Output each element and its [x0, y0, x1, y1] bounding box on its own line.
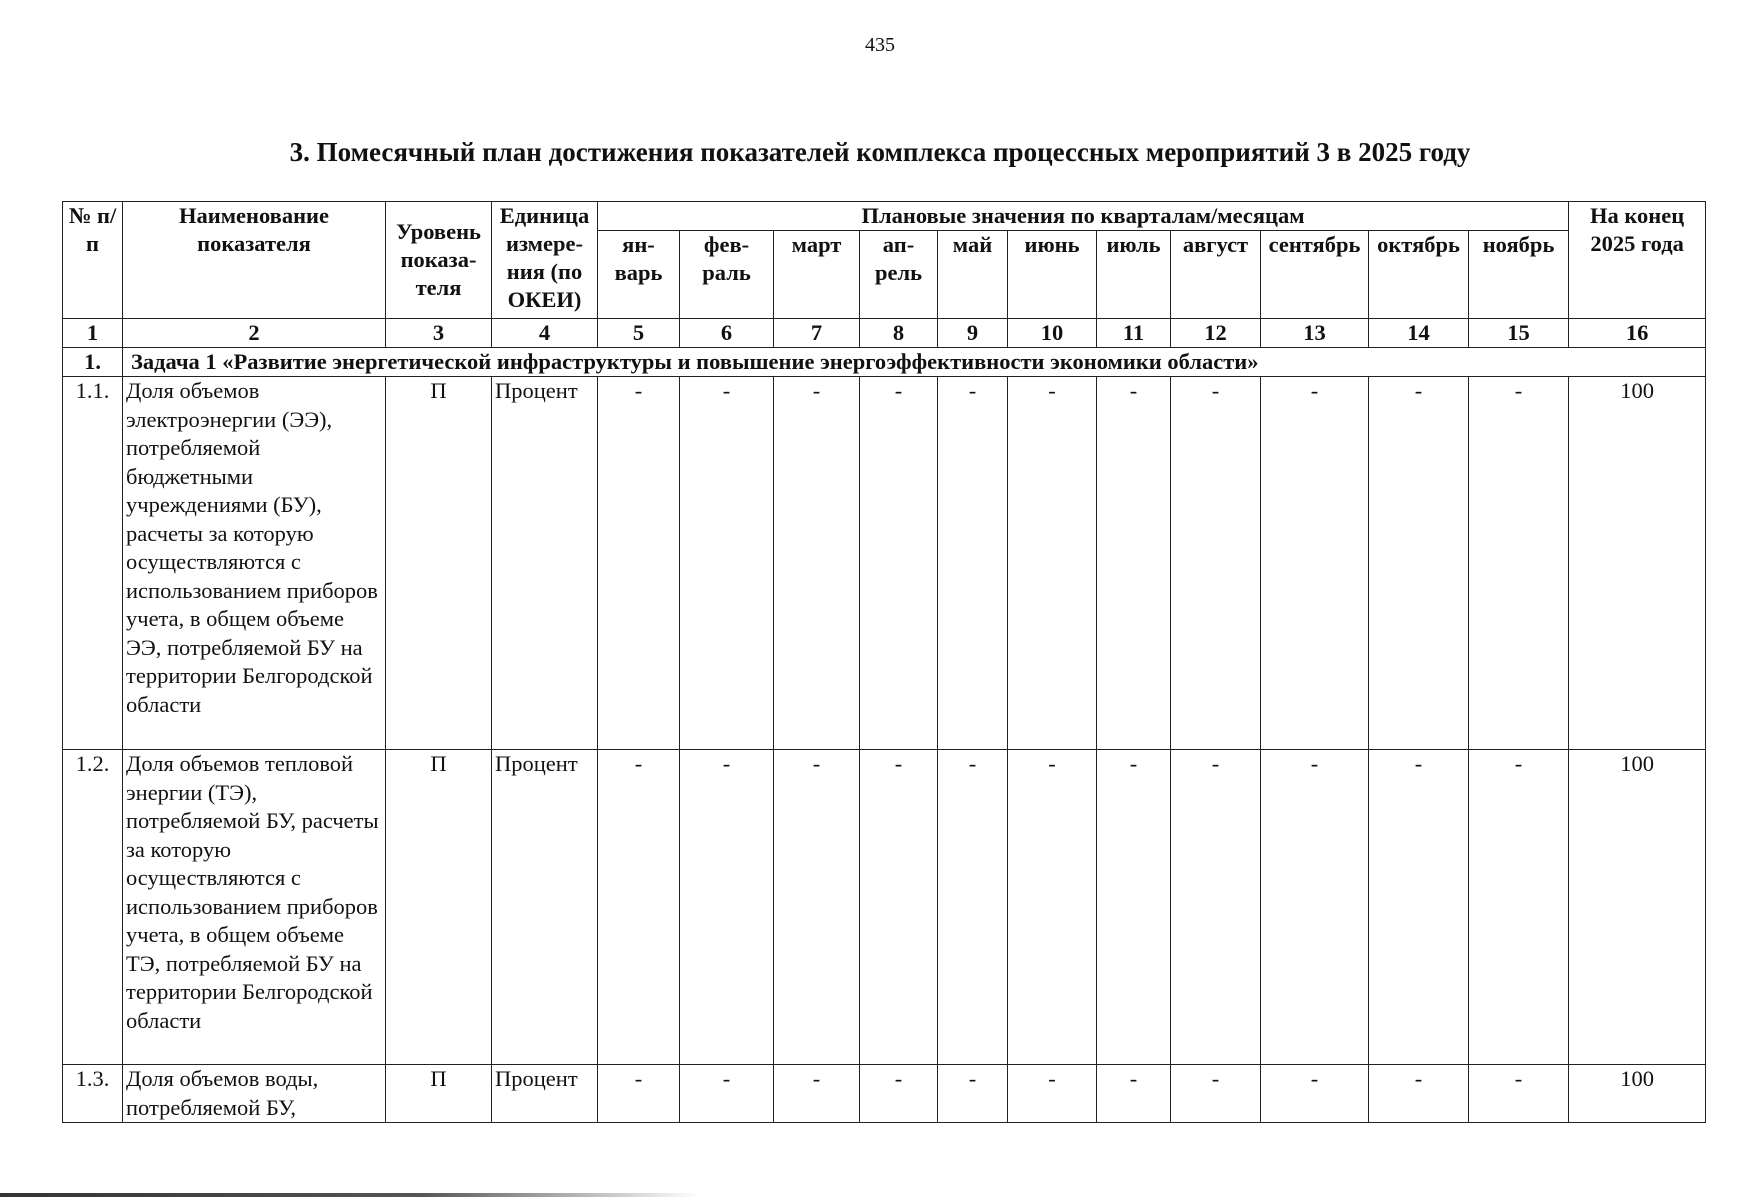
header-month: ноябрь [1469, 231, 1569, 319]
header-month: июнь [1008, 231, 1097, 319]
column-number: 10 [1008, 319, 1097, 348]
month-value: - [1369, 377, 1469, 750]
month-value: - [938, 377, 1008, 750]
month-value: - [1469, 377, 1569, 750]
month-value: - [1097, 1065, 1171, 1123]
header-unit: Единица измере-ния (по ОКЕИ) [492, 202, 598, 319]
column-number: 4 [492, 319, 598, 348]
indicator-unit: Процент [492, 750, 598, 1065]
header-month: август [1171, 231, 1261, 319]
month-value: - [598, 377, 680, 750]
month-value: - [680, 750, 774, 1065]
row-number: 1.3. [63, 1065, 123, 1123]
column-number: 8 [860, 319, 938, 348]
month-value: - [860, 377, 938, 750]
month-value: - [860, 1065, 938, 1123]
month-value: - [1008, 750, 1097, 1065]
month-value: - [1097, 377, 1171, 750]
month-value: - [774, 750, 860, 1065]
column-number: 3 [386, 319, 492, 348]
column-number: 13 [1261, 319, 1369, 348]
header-num: № п/п [63, 202, 123, 319]
year-end-value: 100 [1569, 1065, 1706, 1123]
year-end-value: 100 [1569, 377, 1706, 750]
column-number: 1 [63, 319, 123, 348]
indicator-level: П [386, 750, 492, 1065]
table-row [63, 750, 1706, 1065]
row-number: 1.1. [63, 377, 123, 750]
header-month: ап-рель [860, 231, 938, 319]
indicator-unit: Процент [492, 377, 598, 750]
column-number: 6 [680, 319, 774, 348]
column-number: 2 [123, 319, 386, 348]
month-value: - [1171, 1065, 1261, 1123]
month-value: - [1171, 750, 1261, 1065]
indicator-name: Доля объемов тепловой энергии (ТЭ), потребляемой БУ, расчеты за которую осуществляются с использованием приборов учета, в общем объеме ТЭ, потребляемой БУ на территории Белгородской области [123, 750, 386, 1065]
header-level: Уровень показа-теля [386, 202, 492, 319]
month-value: - [1008, 1065, 1097, 1123]
month-value: - [680, 1065, 774, 1123]
month-value: - [1369, 750, 1469, 1065]
header-end: На конец 2025 года [1569, 202, 1706, 319]
column-number: 14 [1369, 319, 1469, 348]
month-value: - [598, 750, 680, 1065]
indicator-level: П [386, 1065, 492, 1123]
header-month: сентябрь [1261, 231, 1369, 319]
month-value: - [1469, 750, 1569, 1065]
column-number: 9 [938, 319, 1008, 348]
document-title: 3. Помесячный план достижения показателей комплекса процессных мероприятий 3 в 2025 году [289, 137, 1471, 167]
header-plan-group: Плановые значения по кварталам/месяцам [598, 202, 1569, 231]
month-value: - [1008, 377, 1097, 750]
column-number: 15 [1469, 319, 1569, 348]
header-name: Наименование показателя [123, 202, 386, 319]
table-row [63, 1065, 1706, 1123]
year-end-value: 100 [1569, 750, 1706, 1065]
column-number: 12 [1171, 319, 1261, 348]
page-number: 435 [865, 34, 895, 56]
month-value: - [860, 750, 938, 1065]
column-number: 7 [774, 319, 860, 348]
month-value: - [1261, 377, 1369, 750]
column-number: 16 [1569, 319, 1706, 348]
column-number-row [63, 319, 1706, 348]
task-row [63, 348, 1706, 377]
column-number: 11 [1097, 319, 1171, 348]
month-value: - [680, 377, 774, 750]
month-value: - [938, 750, 1008, 1065]
month-value: - [1097, 750, 1171, 1065]
month-value: - [598, 1065, 680, 1123]
header-month: март [774, 231, 860, 319]
monthly-plan-table [62, 201, 1706, 1123]
month-value: - [1369, 1065, 1469, 1123]
month-value: - [774, 377, 860, 750]
scan-edge-mark [0, 1193, 700, 1197]
indicator-name: Доля объемов электроэнергии (ЭЭ), потребляемой бюджетными учреждениями (БУ), расчеты за которую осуществляются с использованием приборов учета, в общем объеме ЭЭ, потребляемой БУ на территории Белгородской области [123, 377, 386, 750]
task-number: 1. [63, 348, 123, 377]
indicator-name: Доля объемов воды, потребляемой БУ, [123, 1065, 386, 1123]
month-value: - [1469, 1065, 1569, 1123]
column-number: 5 [598, 319, 680, 348]
indicator-unit: Процент [492, 1065, 598, 1123]
header-month: май [938, 231, 1008, 319]
header-month: июль [1097, 231, 1171, 319]
month-value: - [774, 1065, 860, 1123]
month-value: - [938, 1065, 1008, 1123]
header-month: фев-раль [680, 231, 774, 319]
month-value: - [1261, 1065, 1369, 1123]
header-month: ян-варь [598, 231, 680, 319]
indicator-level: П [386, 377, 492, 750]
table-row [63, 377, 1706, 750]
header-month: октябрь [1369, 231, 1469, 319]
month-value: - [1261, 750, 1369, 1065]
month-value: - [1171, 377, 1261, 750]
row-number: 1.2. [63, 750, 123, 1065]
task-title: Задача 1 «Развитие энергетической инфраструктуры и повышение энергоэффективности экономики области» [123, 348, 1706, 377]
